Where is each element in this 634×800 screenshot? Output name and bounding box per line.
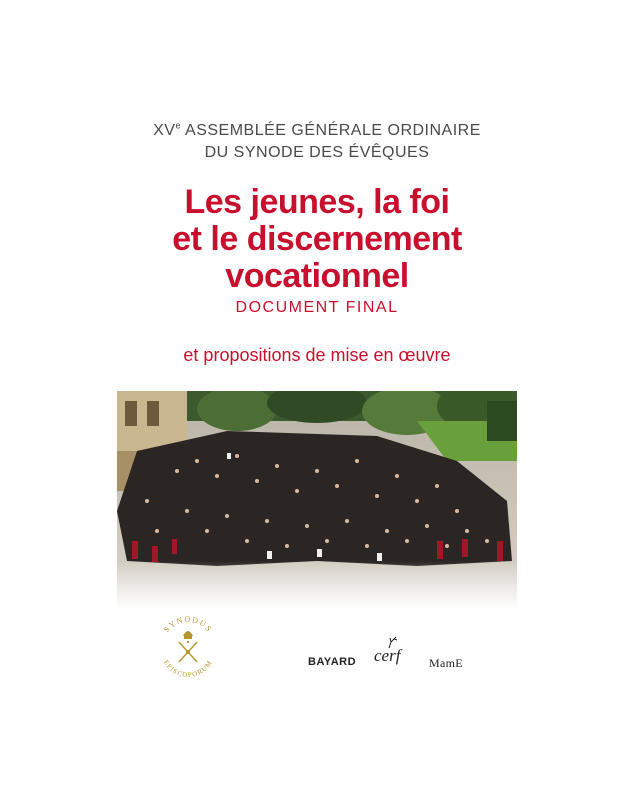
assembly-heading xyxy=(0,120,634,164)
tagline: et propositions de mise en œuvre xyxy=(183,345,451,365)
assembly-line-1-text: ASSEMBLÉE GÉNÉRALE ORDINAIRE xyxy=(180,122,481,139)
assembly-line-1 xyxy=(0,120,634,142)
synodus-emblem xyxy=(153,612,223,682)
publisher-bayard: BAYARD xyxy=(308,656,357,668)
book-title xyxy=(0,184,634,295)
assembly-line-2: DU SYNODE DES ÉVÊQUES xyxy=(204,144,430,161)
title-line-1: Les jeunes, la foi xyxy=(184,183,450,221)
title-line-2: et le discernement xyxy=(172,220,462,258)
document-subtitle: DOCUMENT FINAL xyxy=(235,299,399,316)
svg-text:EPISCOPORUM xyxy=(162,659,214,680)
emblem-text-top: SYNODUS xyxy=(161,615,215,635)
assembly-roman-numeral: XV xyxy=(153,122,176,139)
emblem-text-bottom: EPISCOPORUM xyxy=(161,658,215,680)
group-photo-image xyxy=(117,391,517,609)
title-line-3: vocationnel xyxy=(225,257,409,295)
publisher-cerf: cerf xyxy=(374,646,401,665)
cerf-deer-icon xyxy=(386,636,400,650)
publisher-logos xyxy=(308,636,508,676)
assembly-superscript: e xyxy=(175,120,181,131)
publisher-mame: MamE xyxy=(429,656,463,670)
